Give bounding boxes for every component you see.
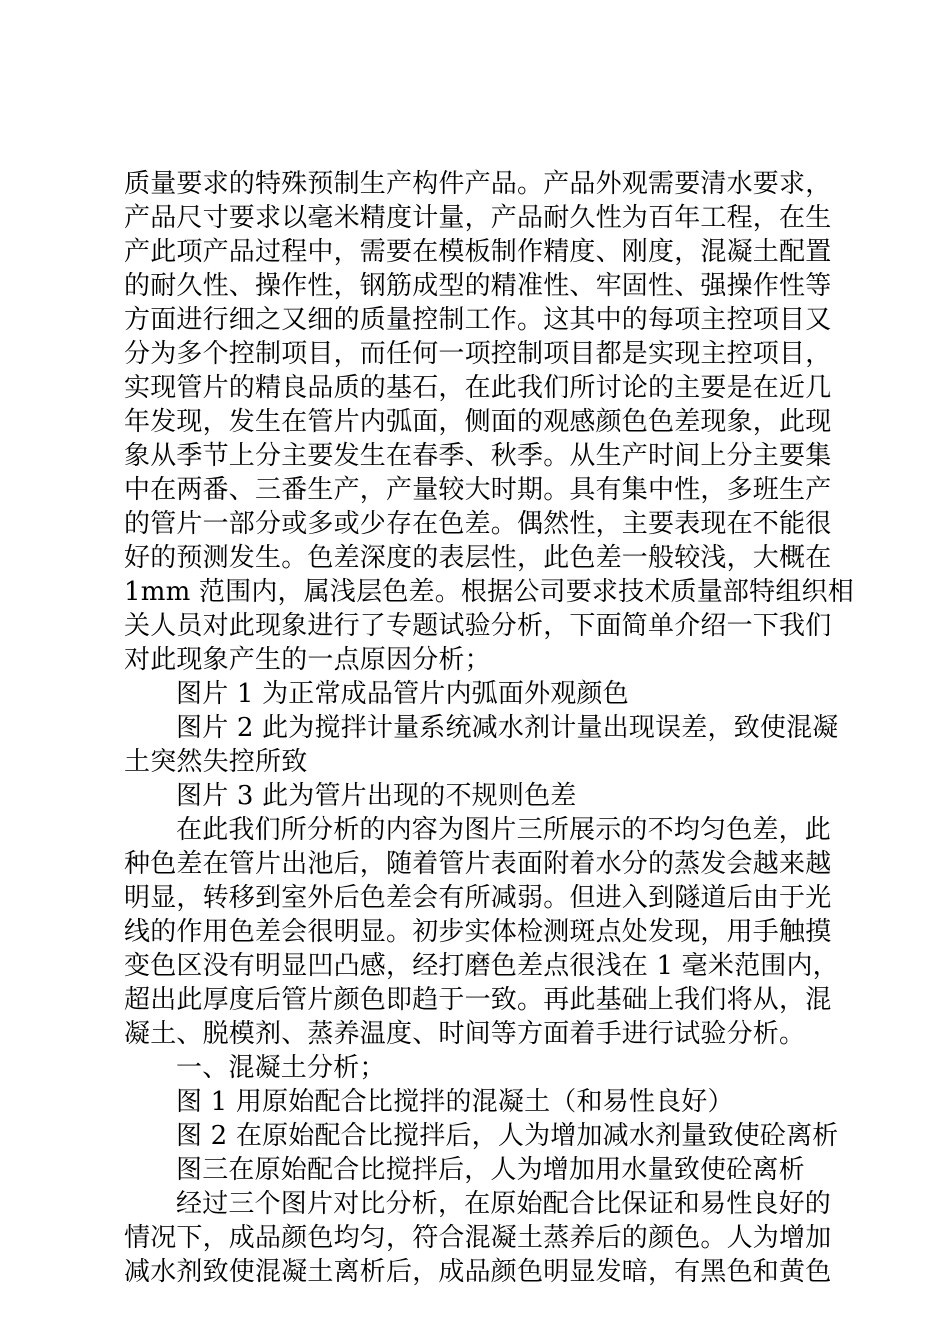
text-line: 分为多个控制项目，而任何一项控制项目都是实现主控项目， [124, 339, 832, 369]
text-line: 减水剂致使混凝土离析后，成品颜色明显发暗，有黑色和黄色 [124, 1257, 832, 1287]
text-line: 实现管片的精良品质的基石，在此我们所讨论的主要是在近几 [124, 373, 832, 403]
text-line: 凝土、脱模剂、蒸养温度、时间等方面着手进行试验分析。 [124, 1019, 806, 1049]
text-line: 的耐久性、操作性，钢筋成型的精准性、牢固性、强操作性等 [124, 271, 832, 301]
text-line: 1mm 范围内，属浅层色差。根据公司要求技术质量部特组织相 [124, 577, 854, 607]
text-line: 在此我们所分析的内容为图片三所展示的不均匀色差，此 [176, 815, 832, 845]
text-line: 质量要求的特殊预制生产构件产品。产品外观需要清水要求， [124, 169, 832, 199]
text-line: 一、混凝土分析； [176, 1053, 386, 1083]
text-line: 方面进行细之又细的质量控制工作。这其中的每项主控项目又 [124, 305, 832, 335]
text-line: 产此项产品过程中，需要在模板制作精度、刚度，混凝土配置 [124, 237, 832, 267]
text-line: 超出此厚度后管片颜色即趋于一致。再此基础上我们将从，混 [124, 985, 832, 1015]
text-line: 线的作用色差会很明显。初步实体检测斑点处发现，用手触摸 [124, 917, 832, 947]
text-line: 好的预测发生。色差深度的表层性，此色差一般较浅，大概在 [124, 543, 832, 573]
text-line: 产品尺寸要求以毫米精度计量，产品耐久性为百年工程，在生 [124, 203, 832, 233]
text-line: 图片 2 此为搅拌计量系统减水剂计量出现误差，致使混凝 [176, 713, 839, 743]
text-line: 土突然失控所致 [124, 747, 308, 777]
text-line: 中在两番、三番生产，产量较大时期。具有集中性，多班生产 [124, 475, 832, 505]
text-line: 经过三个图片对比分析，在原始配合比保证和易性良好的 [176, 1189, 832, 1219]
text-line: 变色区没有明显凹凸感，经打磨色差点很浅在 1 毫米范围内， [124, 951, 839, 981]
text-line: 图片 1 为正常成品管片内弧面外观颜色 [176, 679, 629, 709]
text-line: 种色差在管片出池后，随着管片表面附着水分的蒸发会越来越 [124, 849, 832, 879]
text-line: 情况下，成品颜色均匀，符合混凝土蒸养后的颜色。人为增加 [124, 1223, 832, 1253]
text-line: 关人员对此现象进行了专题试验分析，下面简单介绍一下我们 [124, 611, 832, 641]
text-line: 图 2 在原始配合比搅拌后，人为增加减水剂量致使砼离析 [176, 1121, 839, 1151]
text-line: 明显，转移到室外后色差会有所减弱。但进入到隧道后由于光 [124, 883, 832, 913]
text-line: 年发现，发生在管片内弧面，侧面的观感颜色色差现象，此现 [124, 407, 832, 437]
text-line: 象从季节上分主要发生在春季、秋季。从生产时间上分主要集 [124, 441, 832, 471]
text-line: 图片 3 此为管片出现的不规则色差 [176, 781, 577, 811]
text-line: 图三在原始配合比搅拌后，人为增加用水量致使砼离析 [176, 1155, 805, 1185]
text-line: 图 1 用原始配合比搅拌的混凝土（和易性良好） [176, 1087, 734, 1117]
text-line: 的管片一部分或多或少存在色差。偶然性，主要表现在不能很 [124, 509, 832, 539]
text-line: 对此现象产生的一点原因分析； [124, 645, 491, 675]
